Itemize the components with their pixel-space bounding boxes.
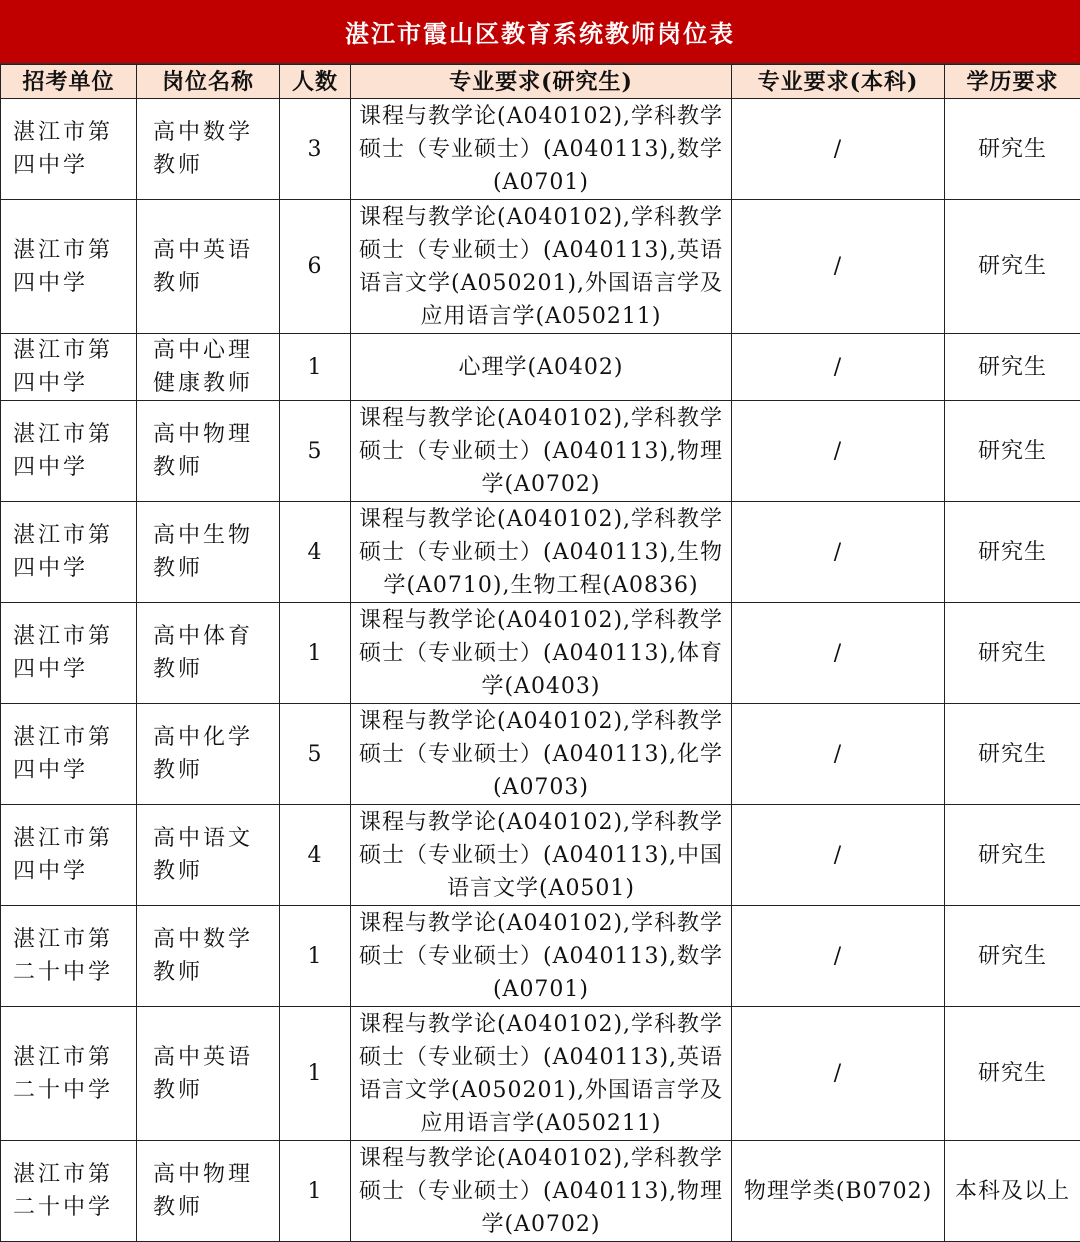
unit-cell: 湛江市第四中学 <box>1 334 137 401</box>
count-cell: 1 <box>280 906 351 1007</box>
table-row <box>1 401 1080 502</box>
position-cell: 高中英语教师 <box>137 200 280 334</box>
unit-cell: 湛江市第二十中学 <box>1 1141 137 1242</box>
major-grad-cell: 课程与教学论(A040102),学科教学硕士（专业硕士）(A040113),体育学(A0403) <box>351 603 732 704</box>
major-grad-cell: 课程与教学论(A040102),学科教学硕士（专业硕士）(A040113),化学(A0703) <box>351 704 732 805</box>
table-row <box>1 1141 1080 1242</box>
positions-table <box>0 64 1080 1242</box>
table-body <box>1 99 1080 1242</box>
education-cell: 研究生 <box>945 200 1080 334</box>
header-education: 学历要求 <box>945 65 1080 99</box>
position-cell: 高中物理教师 <box>137 401 280 502</box>
education-cell: 研究生 <box>945 906 1080 1007</box>
table-row <box>1 502 1080 603</box>
major-bach-cell: / <box>732 334 945 401</box>
table-row <box>1 805 1080 906</box>
education-cell: 研究生 <box>945 334 1080 401</box>
count-cell: 4 <box>280 502 351 603</box>
count-cell: 4 <box>280 805 351 906</box>
major-bach-cell: / <box>732 603 945 704</box>
unit-cell: 湛江市第四中学 <box>1 704 137 805</box>
major-grad-cell: 课程与教学论(A040102),学科教学硕士（专业硕士）(A040113),英语语言文学(A050201),外国语言学及应用语言学(A050211) <box>351 1007 732 1141</box>
header-major-grad: 专业要求(研究生) <box>351 65 732 99</box>
major-grad-cell: 心理学(A0402) <box>351 334 732 401</box>
education-cell: 研究生 <box>945 704 1080 805</box>
table-header-row <box>1 65 1080 99</box>
education-cell: 研究生 <box>945 805 1080 906</box>
header-major-bach: 专业要求(本科) <box>732 65 945 99</box>
education-cell: 研究生 <box>945 1007 1080 1141</box>
position-cell: 高中物理教师 <box>137 1141 280 1242</box>
education-cell: 研究生 <box>945 603 1080 704</box>
education-cell: 研究生 <box>945 401 1080 502</box>
page-title: 湛江市霞山区教育系统教师岗位表 <box>0 0 1080 64</box>
table-row <box>1 704 1080 805</box>
unit-cell: 湛江市第四中学 <box>1 99 137 200</box>
unit-cell: 湛江市第二十中学 <box>1 1007 137 1141</box>
unit-cell: 湛江市第四中学 <box>1 502 137 603</box>
major-bach-cell: / <box>732 401 945 502</box>
position-cell: 高中生物教师 <box>137 502 280 603</box>
major-grad-cell: 课程与教学论(A040102),学科教学硕士（专业硕士）(A040113),物理学(A0702) <box>351 401 732 502</box>
table-row <box>1 603 1080 704</box>
table-row <box>1 200 1080 334</box>
unit-cell: 湛江市第四中学 <box>1 805 137 906</box>
major-grad-cell: 课程与教学论(A040102),学科教学硕士（专业硕士）(A040113),英语语言文学(A050201),外国语言学及应用语言学(A050211) <box>351 200 732 334</box>
major-bach-cell: / <box>732 805 945 906</box>
count-cell: 1 <box>280 1141 351 1242</box>
position-cell: 高中化学教师 <box>137 704 280 805</box>
major-bach-cell: / <box>732 704 945 805</box>
major-grad-cell: 课程与教学论(A040102),学科教学硕士（专业硕士）(A040113),数学(A0701) <box>351 906 732 1007</box>
count-cell: 1 <box>280 334 351 401</box>
unit-cell: 湛江市第四中学 <box>1 200 137 334</box>
table-row <box>1 906 1080 1007</box>
major-grad-cell: 课程与教学论(A040102),学科教学硕士（专业硕士）(A040113),中国语言文学(A0501) <box>351 805 732 906</box>
count-cell: 3 <box>280 99 351 200</box>
major-bach-cell: 物理学类(B0702) <box>732 1141 945 1242</box>
education-cell: 本科及以上 <box>945 1141 1080 1242</box>
major-bach-cell: / <box>732 200 945 334</box>
count-cell: 5 <box>280 401 351 502</box>
table-row <box>1 99 1080 200</box>
position-cell: 高中体育教师 <box>137 603 280 704</box>
count-cell: 5 <box>280 704 351 805</box>
unit-cell: 湛江市第四中学 <box>1 603 137 704</box>
unit-cell: 湛江市第四中学 <box>1 401 137 502</box>
major-bach-cell: / <box>732 1007 945 1141</box>
table-row <box>1 1007 1080 1141</box>
count-cell: 1 <box>280 1007 351 1141</box>
major-grad-cell: 课程与教学论(A040102),学科教学硕士（专业硕士）(A040113),生物学(A0710),生物工程(A0836) <box>351 502 732 603</box>
header-unit: 招考单位 <box>1 65 137 99</box>
position-cell: 高中英语教师 <box>137 1007 280 1141</box>
position-cell: 高中语文教师 <box>137 805 280 906</box>
major-bach-cell: / <box>732 906 945 1007</box>
unit-cell: 湛江市第二十中学 <box>1 906 137 1007</box>
table-row <box>1 334 1080 401</box>
count-cell: 6 <box>280 200 351 334</box>
major-grad-cell: 课程与教学论(A040102),学科教学硕士（专业硕士）(A040113),物理学(A0702) <box>351 1141 732 1242</box>
header-position: 岗位名称 <box>137 65 280 99</box>
position-cell: 高中数学教师 <box>137 906 280 1007</box>
count-cell: 1 <box>280 603 351 704</box>
position-cell: 高中数学教师 <box>137 99 280 200</box>
major-grad-cell: 课程与教学论(A040102),学科教学硕士（专业硕士）(A040113),数学(A0701) <box>351 99 732 200</box>
education-cell: 研究生 <box>945 502 1080 603</box>
major-bach-cell: / <box>732 99 945 200</box>
header-count: 人数 <box>280 65 351 99</box>
education-cell: 研究生 <box>945 99 1080 200</box>
major-bach-cell: / <box>732 502 945 603</box>
position-cell: 高中心理健康教师 <box>137 334 280 401</box>
